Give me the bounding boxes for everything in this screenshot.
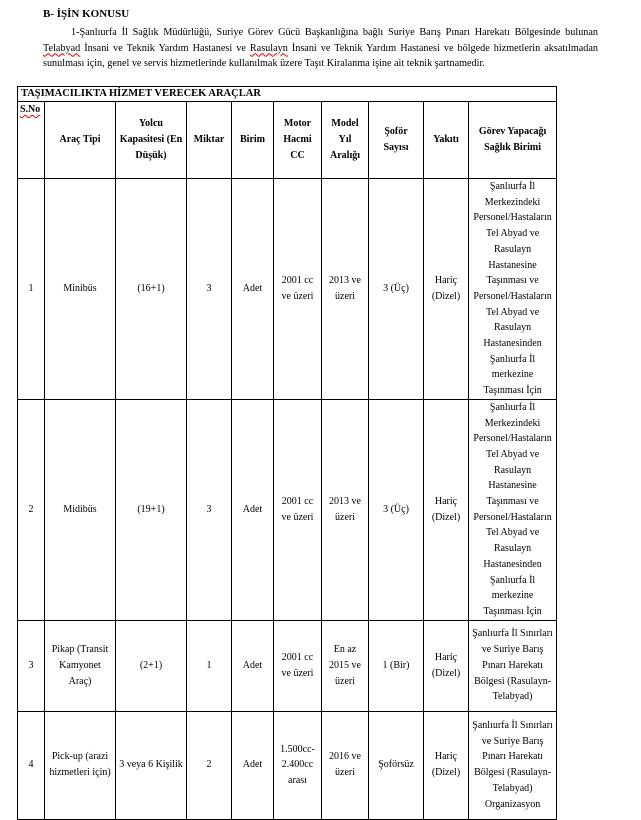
cell-motor: 2001 cc ve üzeri (274, 620, 322, 711)
paragraph-text-3: İnsani ve Teknik Yardım Hastanesi ve bölgede hizmetlerin aksatılmadan sunulması için, genel ve servis hizmetlerinde kullanılmak üzere Taşıt Kiralanma işine ait teknik şartnamedir. (43, 42, 598, 69)
cell-yakit: Hariç (Dizel) (424, 711, 469, 819)
cell-arac-tipi: Minibüs (45, 179, 116, 400)
header-kapasite: Yolcu Kapasitesi (En Düşük) (116, 102, 187, 179)
table-caption: TAŞIMACILIKTA HİZMET VERECEK ARAÇLAR (18, 87, 557, 102)
table-row (18, 620, 557, 711)
table-caption-row (18, 87, 557, 102)
cell-yakit: Hariç (Dizel) (424, 399, 469, 620)
cell-model: 2013 ve üzeri (322, 179, 369, 400)
cell-arac-tipi: Midibüs (45, 399, 116, 620)
vehicle-spec-table (17, 86, 557, 820)
cell-sno: 1 (18, 179, 45, 400)
header-model: Model Yıl Aralığı (322, 102, 369, 179)
paragraph-word-rasulayn: Rasulayn (249, 42, 288, 54)
header-yakit: Yakıtı (424, 102, 469, 179)
cell-yakit: Hariç (Dizel) (424, 620, 469, 711)
cell-model: En az 2015 ve üzeri (322, 620, 369, 711)
cell-birim: Adet (232, 620, 274, 711)
intro-paragraph (43, 25, 598, 72)
cell-model: 2016 ve üzeri (322, 711, 369, 819)
cell-sofor: Şoförsüz (369, 711, 424, 819)
cell-motor: 2001 cc ve üzeri (274, 179, 322, 400)
cell-sno: 4 (18, 711, 45, 819)
table-row (18, 179, 557, 400)
header-sno: S.No (18, 102, 45, 179)
table-header-row (18, 102, 557, 179)
paragraph-text-2: İnsani ve Teknik Yardım Hastanesi ve (80, 42, 250, 54)
cell-miktar: 3 (187, 399, 232, 620)
section-title: B- İŞİN KONUSU (43, 8, 130, 20)
header-gorev: Görev Yapacağı Sağlık Birimi (469, 102, 557, 179)
cell-sno: 2 (18, 399, 45, 620)
cell-motor: 1.500cc-2.400cc arası (274, 711, 322, 819)
cell-gorev: Şanlıurfa İl Sınırları ve Suriye Barış Pınarı Harekatı Bölgesi (Rasulayn-Telabyad) (469, 620, 557, 711)
cell-kapasite: (2+1) (116, 620, 187, 711)
cell-kapasite: (19+1) (116, 399, 187, 620)
cell-birim: Adet (232, 399, 274, 620)
cell-arac-tipi: Pikap (Transit Kamyonet Araç) (45, 620, 116, 711)
cell-gorev: Şanlıurfa İl Merkezindeki Personel/Hastaların Tel Abyad ve Rasulayn Hastanesine Taşınması ve Personel/Hastaların Tel Abyad ve Rasulayn Hastanesinden Şanlıurfa İl merkezine Taşınması İçin (469, 399, 557, 620)
header-motor: Motor Hacmi CC (274, 102, 322, 179)
cell-motor: 2001 cc ve üzeri (274, 399, 322, 620)
cell-arac-tipi: Pick-up (arazi hizmetleri için) (45, 711, 116, 819)
cell-model: 2013 ve üzeri (322, 399, 369, 620)
table-row (18, 711, 557, 819)
cell-kapasite: 3 veya 6 Kişilik (116, 711, 187, 819)
paragraph-text-1: 1-Şanlıurfa İl Sağlık Müdürlüğü, Suriye Görev Gücü Başkanlığına bağlı Suriye Barış Pınarı Harekatı Bölgesinde bulunan (71, 27, 598, 38)
header-sofor: Şoför Sayısı (369, 102, 424, 179)
cell-kapasite: (16+1) (116, 179, 187, 400)
cell-sofor: 3 (Üç) (369, 179, 424, 400)
table-row (18, 399, 557, 620)
cell-birim: Adet (232, 179, 274, 400)
cell-miktar: 3 (187, 179, 232, 400)
cell-birim: Adet (232, 711, 274, 819)
cell-gorev: Şanlıurfa İl Sınırları ve Suriye Barış Pınarı Harekatı Bölgesi (Rasulayn-Telabyad) Organizasyon (469, 711, 557, 819)
cell-yakit: Hariç (Dizel) (424, 179, 469, 400)
cell-sofor: 1 (Bir) (369, 620, 424, 711)
cell-miktar: 2 (187, 711, 232, 819)
cell-gorev: Şanlıurfa İl Merkezindeki Personel/Hastaların Tel Abyad ve Rasulayn Hastanesine Taşınması ve Personel/Hastaların Tel Abyad ve Rasulayn Hastanesinden Şanlıurfa İl merkezine Taşınması İçin (469, 179, 557, 400)
cell-sofor: 3 (Üç) (369, 399, 424, 620)
cell-sno: 3 (18, 620, 45, 711)
header-birim: Birim (232, 102, 274, 179)
header-miktar: Miktar (187, 102, 232, 179)
paragraph-word-telabyad: Telabyad (43, 42, 81, 54)
cell-miktar: 1 (187, 620, 232, 711)
header-arac-tipi: Araç Tipi (45, 102, 116, 179)
